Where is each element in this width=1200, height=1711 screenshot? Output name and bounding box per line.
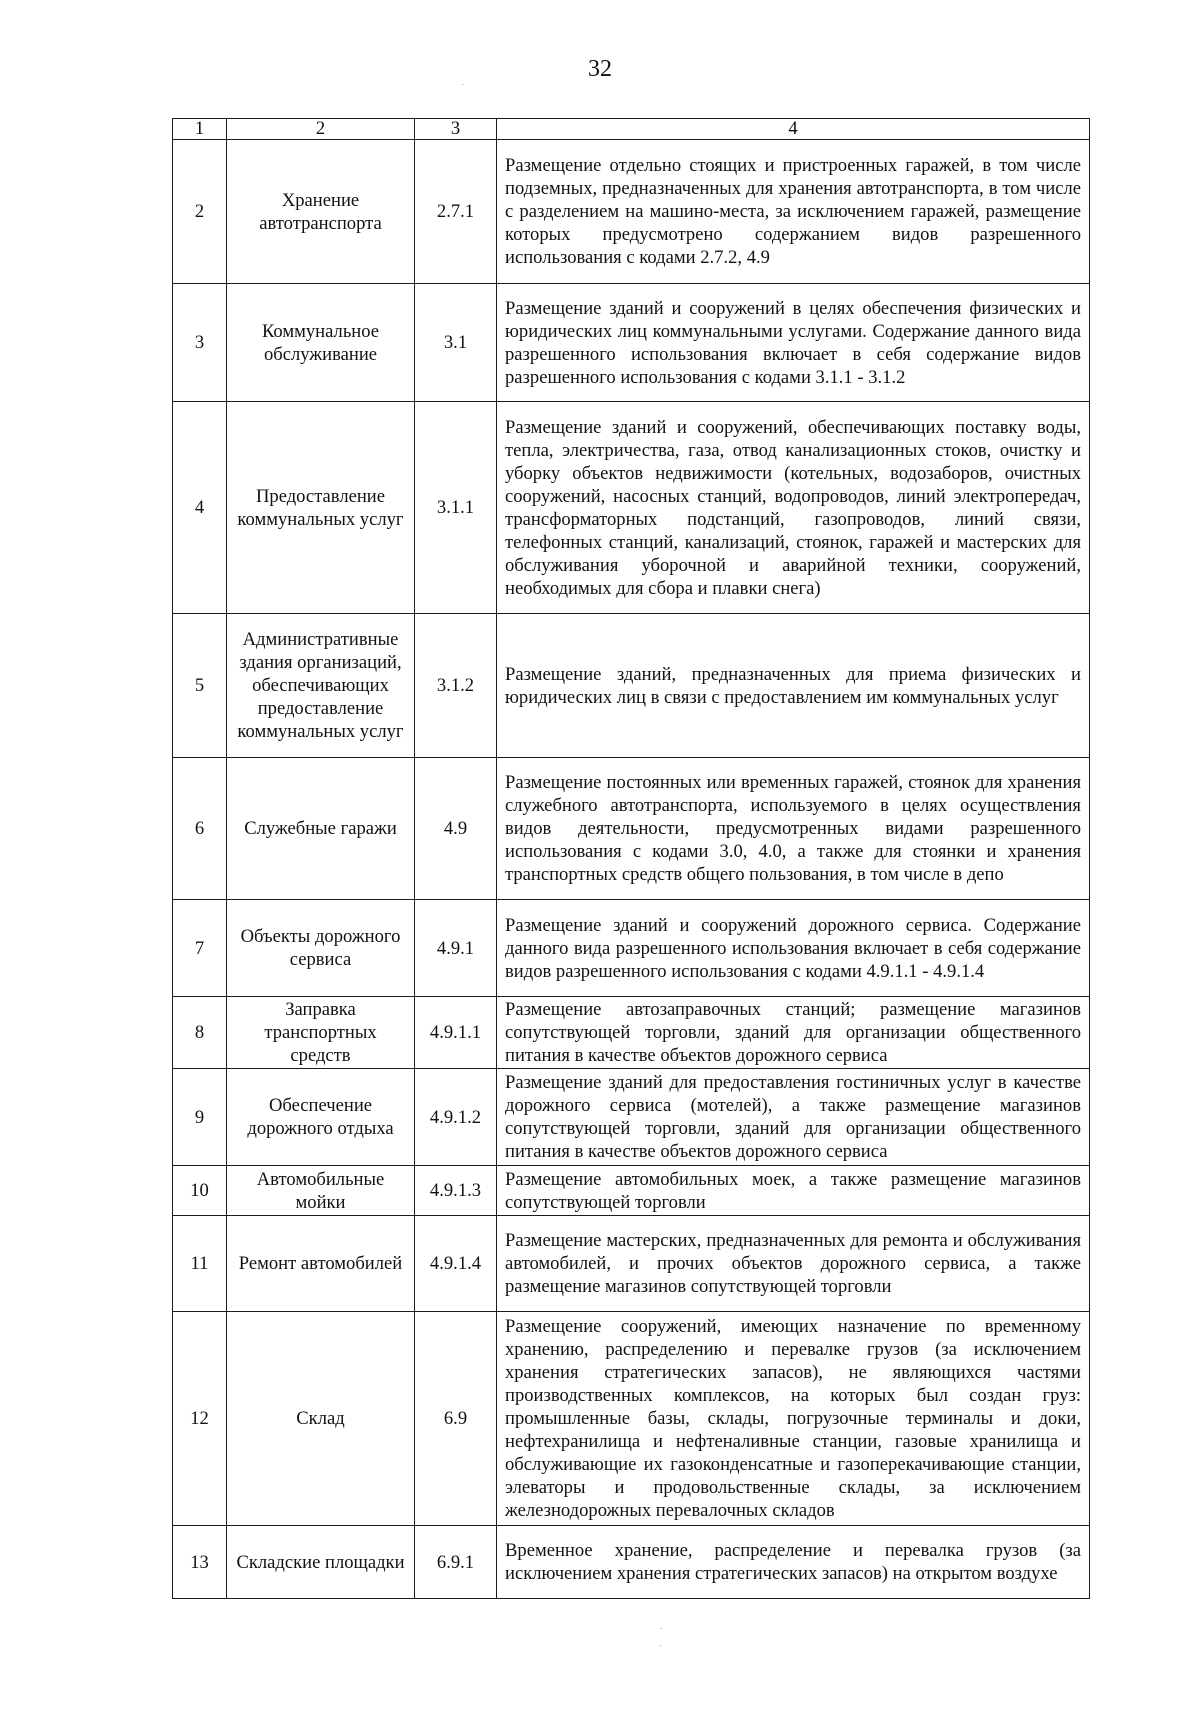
row-number: 4: [173, 402, 227, 614]
row-number: 8: [173, 997, 227, 1069]
scan-speck: [660, 1645, 661, 1646]
use-type-code: 4.9.1.3: [415, 1166, 497, 1216]
use-type-name: Административные здания организаций, обеспечивающих предоставление коммунальных услуг: [227, 614, 415, 758]
row-number: 5: [173, 614, 227, 758]
use-type-name: Объекты дорожного сервиса: [227, 900, 415, 997]
use-type-code: 4.9: [415, 758, 497, 900]
row-number: 9: [173, 1069, 227, 1166]
row-number: 12: [173, 1312, 227, 1526]
use-type-description: Размещение автомобильных моек, а также размещение магазинов сопутствующей торговли: [497, 1166, 1090, 1216]
row-number: 11: [173, 1216, 227, 1312]
use-type-name: Ремонт автомобилей: [227, 1216, 415, 1312]
table-row: [173, 1166, 1090, 1216]
row-number: 13: [173, 1526, 227, 1599]
use-type-code: 6.9.1: [415, 1526, 497, 1599]
use-type-description: Размещение зданий и сооружений, обеспечивающих поставку воды, тепла, электричества, газа, отвод канализационных стоков, очистку и уборку объектов недвижимости (котельных, водозаборов, очистных сооружений, насосных станций, водопроводов, линий электропередач, трансформаторных подстанций, газопроводов, линий связи, телефонных станций, канализаций, стоянок, гаражей и мастерских для обслуживания уборочной и аварийной техники, сооружений, необходимых для сбора и плавки снега): [497, 402, 1090, 614]
use-type-description: Размещение сооружений, имеющих назначение по временному хранению, распределению и перевалке грузов (за исключением хранения стратегических запасов), не являющихся частями производственных комплексов, на которых был создан груз: промышленные базы, склады, погрузочные терминалы и доки, нефтехранилища и нефтеналивные станции, газовые хранилища и обслуживающие их газоконденсатные и газоперекачивающие станции, элеваторы и продовольственные склады, за исключением железнодорожных перевалочных складов: [497, 1312, 1090, 1526]
use-type-name: Автомобильные мойки: [227, 1166, 415, 1216]
table-row: [173, 900, 1090, 997]
scan-speck: [661, 1628, 662, 1629]
use-type-name: Склад: [227, 1312, 415, 1526]
row-number: 10: [173, 1166, 227, 1216]
use-type-code: 3.1.1: [415, 402, 497, 614]
use-type-code: 3.1.2: [415, 614, 497, 758]
header-col-3: 3: [415, 119, 497, 140]
row-number: 2: [173, 140, 227, 284]
table-row: [173, 140, 1090, 284]
header-col-1: 1: [173, 119, 227, 140]
use-type-name: Предоставление коммунальных услуг: [227, 402, 415, 614]
table-row: [173, 997, 1090, 1069]
table-row: [173, 284, 1090, 402]
use-type-code: 3.1: [415, 284, 497, 402]
use-type-description: Размещение постоянных или временных гаражей, стоянок для хранения служебного автотранспорта, используемого в целях осуществления видов деятельности, предусмотренных видами разрешенного использования с кодами 3.0, 4.0, а также для стоянки и хранения транспортных средств общего пользования, в том числе в депо: [497, 758, 1090, 900]
table-row: [173, 1069, 1090, 1166]
use-type-name: Служебные гаражи: [227, 758, 415, 900]
use-type-code: 4.9.1.4: [415, 1216, 497, 1312]
use-type-name: Обеспечение дорожного отдыха: [227, 1069, 415, 1166]
use-type-description: Размещение зданий для предоставления гостиничных услуг в качестве дорожного сервиса (мотелей), а также размещение магазинов сопутствующей торговли, зданий для организации общественного питания в качестве объектов дорожного сервиса: [497, 1069, 1090, 1166]
row-number: 3: [173, 284, 227, 402]
use-type-code: 4.9.1: [415, 900, 497, 997]
page-number: 32: [588, 56, 612, 82]
table-row: [173, 402, 1090, 614]
header-col-2: 2: [227, 119, 415, 140]
use-type-name: Коммунальное обслуживание: [227, 284, 415, 402]
table-row: [173, 1526, 1090, 1599]
use-type-description: Временное хранение, распределение и перевалка грузов (за исключением хранения стратегических запасов) на открытом воздухе: [497, 1526, 1090, 1599]
table-row: [173, 614, 1090, 758]
table-row: [173, 758, 1090, 900]
table-row: [173, 1312, 1090, 1526]
use-type-description: Размещение отдельно стоящих и пристроенных гаражей, в том числе подземных, предназначенных для хранения автотранспорта, в том числе с разделением на машино-места, за исключением гаражей, размещение которых предусмотрено содержанием видов разрешенного использования с кодами 2.7.2, 4.9: [497, 140, 1090, 284]
use-type-code: 2.7.1: [415, 140, 497, 284]
use-type-description: Размещение автозаправочных станций; размещение магазинов сопутствующей торговли, зданий для организации общественного питания в качестве объектов дорожного сервиса: [497, 997, 1090, 1069]
use-type-description: Размещение зданий и сооружений дорожного сервиса. Содержание данного вида разрешенного использования включает в себя содержание видов разрешенного использования с кодами 4.9.1.1 - 4.9.1.4: [497, 900, 1090, 997]
use-type-name: Складские площадки: [227, 1526, 415, 1599]
use-type-description: Размещение мастерских, предназначенных для ремонта и обслуживания автомобилей, и прочих объектов дорожного сервиса, а также размещение магазинов сопутствующей торговли: [497, 1216, 1090, 1312]
header-row: [173, 119, 1090, 140]
use-type-name: Хранение автотранспорта: [227, 140, 415, 284]
use-type-code: 4.9.1.1: [415, 997, 497, 1069]
row-number: 7: [173, 900, 227, 997]
scan-speck: [462, 84, 463, 85]
use-type-description: Размещение зданий и сооружений в целях обеспечения физических и юридических лиц коммунальными услугами. Содержание данного вида разрешенного использования включает в себя содержание видов разрешенного использования с кодами 3.1.1 - 3.1.2: [497, 284, 1090, 402]
use-type-description: Размещение зданий, предназначенных для приема физических и юридических лиц в связи с предоставлением им коммунальных услуг: [497, 614, 1090, 758]
row-number: 6: [173, 758, 227, 900]
header-col-4: 4: [497, 119, 1090, 140]
use-type-name: Заправка транспортных средств: [227, 997, 415, 1069]
use-type-code: 4.9.1.2: [415, 1069, 497, 1166]
use-type-code: 6.9: [415, 1312, 497, 1526]
land-use-table: [172, 118, 1090, 1599]
table-row: [173, 1216, 1090, 1312]
